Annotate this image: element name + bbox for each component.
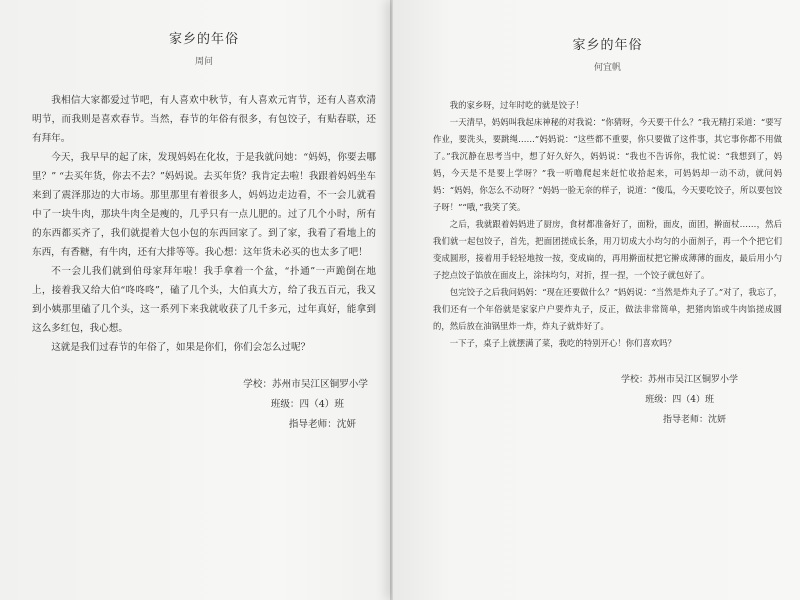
left-paragraph-2: 今天，我早早的起了床，发现妈妈在化妆，于是我就问她：“妈妈，你要去哪里？” “去买年货，你去不去？”妈妈说。去买年货？我肯定去啦！我跟着妈妈坐车来到了震泽那边的大市场。那里那里有着很多人，妈妈边走边看，不一会儿就看中了一块牛肉，那块牛肉全是瘦的，几乎只有一点儿肥的。过了几个小时，所有的东西都买齐了，我们就提着大包小包的东西回家了。到了家，我看了看地上的东西，有香糖，有牛肉，还有大排等等。我心想：这年货未必买的也太多了吧！ — [32, 152, 376, 258]
left-signature-block — [32, 375, 376, 435]
left-paragraph-3: 不一会儿我们就到伯母家拜年啦！我手拿着一个盆，“扑通”一声跪倒在地上，接着我又给大伯“咚咚咚”，磕了几个头，大伯真大方，给了我五百元，我又到小姨那里磕了几个头，这一系列下来我就收获了几千多元，过年真好，能拿到这么多红包，我心想。 — [32, 266, 376, 334]
right-paragraph-5: 一下子，桌子上就摆满了菜，我吃的特别开心！你们喜欢吗？ — [449, 338, 676, 348]
left-paragraph-1: 我相信大家都爱过节吧，有人喜欢中秋节，有人喜欢元宵节，还有人喜欢清明节，而我则是喜欢春节。当然，春节的年俗有很多，有包饺子，有贴春联，还有拜年。 — [32, 95, 376, 144]
left-paragraph-4: 这就是我们过春节的年俗了，如果是你们，你们会怎么过呢？ — [51, 342, 311, 353]
right-essay-page — [392, 0, 800, 600]
right-essay-author: 何宜帆 — [593, 63, 621, 73]
left-class-line: 班级：四（4）班 — [270, 399, 344, 410]
left-teacher-line: 指导老师：沈妍 — [288, 419, 356, 430]
right-essay-title: 家乡的年俗 — [572, 38, 643, 53]
right-paragraph-1: 我的家乡呀，过年时吃的就是饺子！ — [449, 100, 584, 110]
right-school-line: 学校：苏州市吴江区铜罗小学 — [620, 375, 738, 385]
right-paragraph-3: 之后，我就跟着妈妈进了厨房，食材都准备好了，面粉，面皮，面团，擀面杖……，然后我们就一起包饺子，首先，把面团搓成长条，用刀切成大小均匀的小面剂子，再一个个把它们变成圆形，接着用手轻轻地按一按，变成扁的，再用擀面杖把它擀成薄薄的面皮，最后用小勺子挖点饺子馅放在面皮上，涂抹均匀，对折，捏一捏，一个饺子就包好了。 — [433, 219, 782, 280]
right-paragraph-2: 一天清早，妈妈叫我起床神秘的对我说：“你猜呀，今天要干什么？”我无精打采道：“要写作业，要洗头，要跳绳……”妈妈说：“这些都不重要，你只要做了这件事，其它事你都不用做了。”我沉静在思考当中，想了好久好久，妈妈说：“我也不告诉你，我忙说：“我想到了，妈妈，今天是不是要上学呀？”我一听噜爬起来赶忙收拾起来，可妈妈却一动不动，就问妈妈：“妈妈，你怎么不动呀？”妈妈一脸无奈的样子，说道：“傻瓜，今天要吃饺子，所以要包饺子呀！”“哦，”我笑了笑。 — [433, 117, 782, 212]
left-school-line: 学校：苏州市吴江区铜罗小学 — [243, 379, 368, 390]
left-essay-author: 周问 — [194, 57, 213, 67]
right-signature-block — [433, 370, 782, 430]
right-class-line: 班级：四（4）班 — [645, 395, 714, 405]
right-paragraph-4: 包完饺子之后我问妈妈：“现在还要做什么？”妈妈说：“当然是炸丸子了。”对了，我忘了，我们还有一个年俗就是家家户户要炸丸子，反正，做法非常简单，把猪肉馅或牛肉馅搓成圆的，然后放在油锅里炸一炸，炸丸子就炸好了。 — [433, 287, 782, 331]
right-teacher-line: 指导老师：沈妍 — [662, 415, 726, 425]
left-essay-page — [0, 0, 398, 600]
left-essay-title: 家乡的年俗 — [168, 32, 239, 47]
